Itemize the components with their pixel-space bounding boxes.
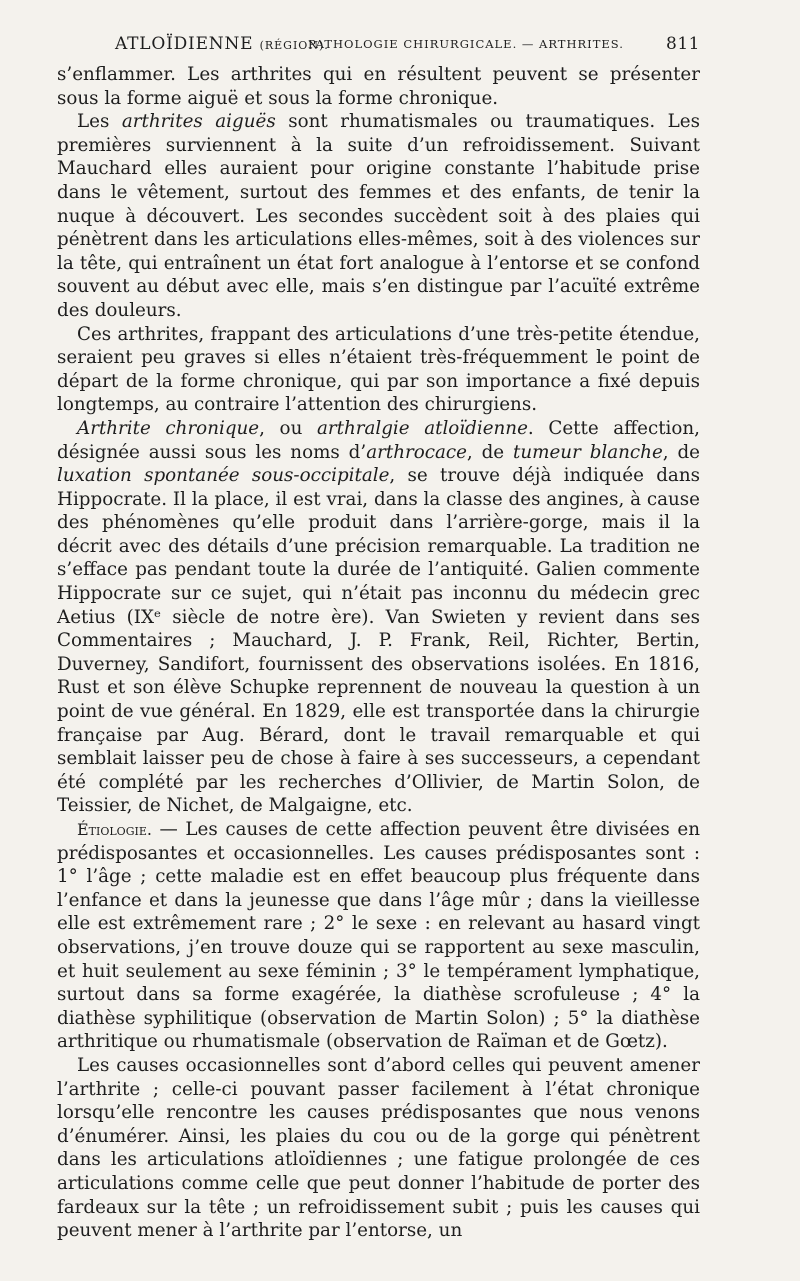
running-head [60, 34, 700, 56]
paragraph-text: , de [466, 441, 514, 463]
italic-term: Arthrite chronique [77, 417, 260, 439]
paragraph-text: . Cette affection, désignée aussi sous les noms d’ [57, 417, 700, 463]
paragraph-text: s’enflammer. Les arthrites qui en résultent peuvent se présenter sous la forme aiguë et sous la forme chronique. [57, 64, 700, 109]
paragraph-text: , de [662, 441, 700, 463]
paragraph-text: Ces arthrites, frappant des articulations d’une très-petite étendue, seraient peu graves si elles n’étaient très-fréquemment le point de départ de la forme chronique, qui par son importance a fixé depuis longtemps, au contraire l’attention des chirurgiens. [57, 323, 700, 416]
italic-term: arthrocace [366, 441, 467, 463]
italic-term: luxation spontanée sous-occipitale [57, 465, 390, 487]
paragraph [57, 1054, 700, 1243]
paragraph-text: , se trouve déjà indiquée dans Hippocrate. Il la place, il est vrai, dans la classe des angines, à cause des phénomènes qu’elle produit dans l’arrière-gorge, mais il la décrit avec des détails d’une précision remarquable. La tradition ne s’efface pas pendant toute la durée de l’antiquité. Galien commente Hippocrate sur ce sujet, qui n’était pas inconnu du médecin grec Aetius (IXᵉ siècle de notre ère). Van Swieten y revient dans ses Commentaires ; Mauchard, J. P. Frank, Reil, Richter, Bertin, Duverney, Sandifort, fournissent des observations isolées. En 1816, Rust et son élève Schupke reprennent de nouveau la question à un point de vue général. En 1829, elle est transportée dans la chirurgie française par Aug. Bérard, dont le travail remarquable et qui semblait laisser peu de chose à faire à ses successeurs, a cependant été complété par les recherches d’Ollivier, de Martin Solon, de Teissier, de Nichet, de Malgaigne, etc. [57, 465, 700, 817]
running-head-title [115, 34, 329, 54]
italic-term: arthralgie atloïdienne [316, 417, 528, 439]
paragraph-text: — Les causes de cette affection peuvent être divisées en prédisposantes et occasionnelles. Les causes prédisposantes sont : 1° l’âge ; cette maladie est en effet beaucoup plus fréquente dans l’enfance et dans la jeunesse que dans l’âge mûr ; dans la vieillesse elle est extrêmement rare ; 2° le sexe : en relevant au hasard vingt observations, j’en trouve douze qui se rapportent au sexe masculin, et huit seulement au sexe féminin ; 3° le tempérament lymphatique, surtout dans sa forme exagérée, la diathèse scrofuleuse ; 4° la diathèse syphilitique (observation de Martin Solon) ; 5° la diathèse arthritique ou rhumatismale (observation de Raïman et de Gœtz). [57, 819, 700, 1053]
paragraph-text: , ou [259, 417, 317, 439]
paragraph-text: sont rhumatismales ou traumatiques. Les premières surviennent à la suite d’un refroidissement. Suivant Mauchard elles auraient pour origine constante l’habitude prise dans le vêtement, surtout des femmes et des enfants, de tenir la nuque à découvert. Les secondes succèdent soit à des plaies qui pénètrent dans les articulations elles-mêmes, soit à des violences sur la tête, qui entraînent un état fort analogue à l’entorse et se confond souvent au début avec elle, mais s’en distingue par l’acuïté extrême des douleurs. [57, 111, 701, 321]
paragraph [57, 818, 700, 1054]
body-text [57, 63, 700, 1243]
paragraph [57, 63, 700, 110]
paragraph-lead: Les [77, 111, 122, 133]
section-heading: Étiologie. [77, 820, 152, 839]
paragraph [57, 417, 700, 818]
paragraph [57, 323, 700, 417]
paragraph-text: Les causes occasionnelles sont d’abord celles qui peuvent amener l’arthrite ; celle-ci pouvant passer facilement à l’état chronique lorsqu’elle rencontre les causes prédisposantes que nous venons d’énumérer. Ainsi, les plaies du cou ou de la gorge qui pénètrent dans les articulations atloïdiennes ; une fatigue prolongée de ces articulations comme celle que peut donner l’habitude de porter des fardeaux sur la tête ; un refroidissement subit ; puis les causes qui peuvent mener à l’arthrite par l’entorse, un [57, 1054, 700, 1242]
running-head-title-main: ATLOÏDIENNE [115, 34, 254, 54]
italic-term: arthrites aiguës [121, 111, 276, 133]
italic-term: tumeur blanche [513, 441, 663, 463]
running-head-title-suffix: (RÉGION). [259, 39, 329, 52]
running-head-subject: PATHOLOGIE CHIRURGICALE. — ARTHRITES. [308, 37, 624, 51]
paragraph [57, 110, 700, 322]
page-number: 811 [666, 34, 700, 54]
